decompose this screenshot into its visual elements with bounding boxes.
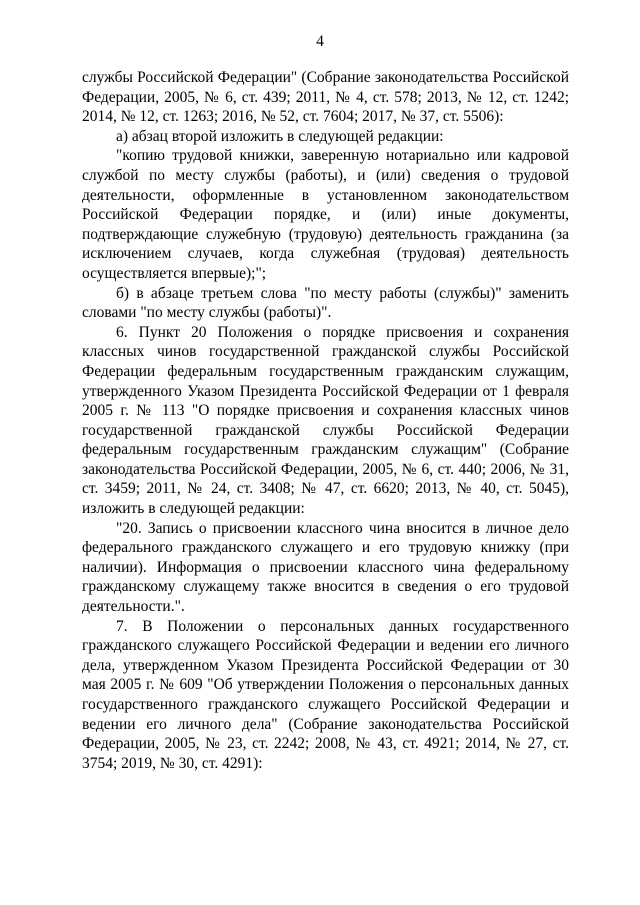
paragraph-subitem-b: б) в абзаце третьем слова "по месту работы (службы)" заменить словами "по месту службы (работы)". [82,284,569,322]
document-body [82,68,569,773]
paragraph-subitem-a: а) абзац второй изложить в следующей редакции: [116,127,444,145]
paragraph-item-7: 7. В Положении о персональных данных государственного гражданского служащего Российской Федерации и ведении его личного дела, утвержденном Указом Президента Российской Федерации от 30 мая 2005 г. № 609 "Об утверждении Положения о персональных данных государственного гражданского служащего Российской Федерации и ведении его личного дела" (Собрание законодательства Российской Федерации, 2005, № 23, ст. 2242; 2008, № 43, ст. 4921; 2014, № 27, ст. 3754; 2019, № 30, ст. 4291): [82,617,569,772]
page-number: 4 [316,33,324,50]
paragraph-quoted-text: "копию трудовой книжки, заверенную нотариально или кадровой службой по месту службы (работы), и (или) сведения о трудовой деятельности, оформленные в установленном законодательством Российской Федерации порядке, и (или) иные документы, подтверждающие служебную (трудовую) деятельность гражданина (за исключением случаев, когда служебная (трудовая) деятельность осуществляется впервые);"; [82,147,569,282]
paragraph-quoted-item-20: "20. Запись о присвоении классного чина вносится в личное дело федерального гражданского служащего и его трудовую книжку (при наличии). Информация о присвоении классного чина федеральному гражданскому служащему также вносится в сведения о его трудовой деятельности.". [82,519,569,616]
paragraph-item-6: 6. Пункт 20 Положения о порядке присвоения и сохранения классных чинов государственной гражданской службы Российской Федерации федеральным государственным гражданским служащим, утвержденного Указом Президента Российской Федерации от 1 февраля 2005 г. № 113 "О порядке присвоения и сохранения классных чинов государственной гражданской службы Российской Федерации федеральным государственным гражданским служащим" (Собрание законодательства Российской Федерации, 2005, № 6, ст. 440; 2006, № 31, ст. 3459; 2011, № 24, ст. 3408; № 47, ст. 6620; 2013, № 40, ст. 5045), изложить в следующей редакции: [82,323,569,518]
paragraph-continuation: службы Российской Федерации" (Собрание законодательства Российской Федерации, 2005, № 6, ст. 439; 2011, № 4, ст. 578; 2013, № 12, ст. 1242; 2014, № 12, ст. 1263; 2016, № 52, ст. 7604; 2017, № 37, ст. 5506): [82,69,569,126]
